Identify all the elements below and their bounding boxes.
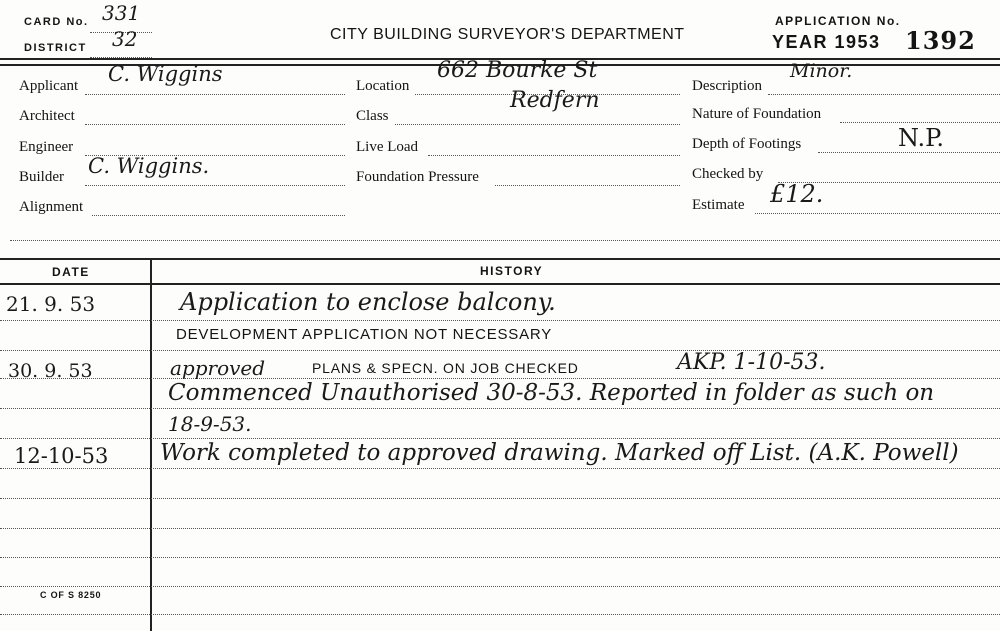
card-no-label: CARD No.: [24, 16, 89, 28]
application-number: 1392: [905, 26, 976, 55]
department-title: CITY BUILDING SURVEYOR'S DEPARTMENT: [330, 26, 685, 43]
applicant-value: C. Wiggins: [108, 62, 223, 86]
form-code: C OF S 8250: [40, 590, 102, 600]
builder-value: C. Wiggins.: [88, 154, 210, 178]
alignment-label: Alignment: [19, 199, 84, 215]
foundation-pressure-label: Foundation Pressure: [356, 169, 479, 185]
history-date: 21. 9. 53: [6, 292, 96, 316]
district-label: DISTRICT: [24, 42, 87, 54]
district-value: 32: [112, 27, 138, 51]
history-akp-signoff: AKP. 1-10-53.: [677, 350, 826, 375]
applicant-label: Applicant: [19, 78, 79, 94]
history-line-commenced: Commenced Unauthorised 30-8-53. Reported in folder as such on: [168, 380, 935, 406]
history-line-application: Application to enclose balcony.: [180, 288, 556, 316]
development-stamp: DEVELOPMENT APPLICATION NOT NECESSARY: [176, 326, 553, 343]
history-line-date: 18-9-53.: [168, 412, 252, 436]
location-value: 662 Bourke St: [437, 58, 598, 83]
application-no-label: APPLICATION No.: [775, 14, 901, 28]
live-load-label: Live Load: [356, 139, 419, 155]
history-approved: approved: [170, 356, 266, 380]
history-line-completed: Work completed to approved drawing. Marked off List. (A.K. Powell): [160, 440, 959, 466]
estimate-label: Estimate: [692, 197, 745, 213]
plans-checked-stamp: PLANS & SPECN. ON JOB CHECKED: [312, 360, 579, 376]
year-label: YEAR 1953: [772, 32, 881, 52]
history-date: 30. 9. 53: [8, 360, 93, 382]
engineer-label: Engineer: [19, 139, 74, 155]
description-label: Description: [692, 78, 762, 94]
checked-by-label: Checked by: [692, 166, 764, 182]
architect-label: Architect: [19, 108, 75, 124]
location-value-2: Redfern: [510, 88, 600, 113]
description-value: Minor.: [790, 60, 853, 82]
depth-of-footings-value: N.P.: [898, 124, 945, 152]
estimate-value: £12.: [770, 180, 824, 208]
nature-of-foundation-label: Nature of Foundation: [692, 106, 822, 122]
location-label: Location: [356, 78, 410, 94]
history-date: 12-10-53: [14, 444, 109, 468]
history-header: HISTORY: [480, 264, 544, 278]
date-header: DATE: [52, 265, 90, 279]
builder-label: Builder: [19, 169, 64, 185]
card-no-value: 331: [102, 1, 141, 25]
class-label: Class: [356, 108, 389, 124]
depth-of-footings-label: Depth of Footings: [692, 136, 802, 152]
